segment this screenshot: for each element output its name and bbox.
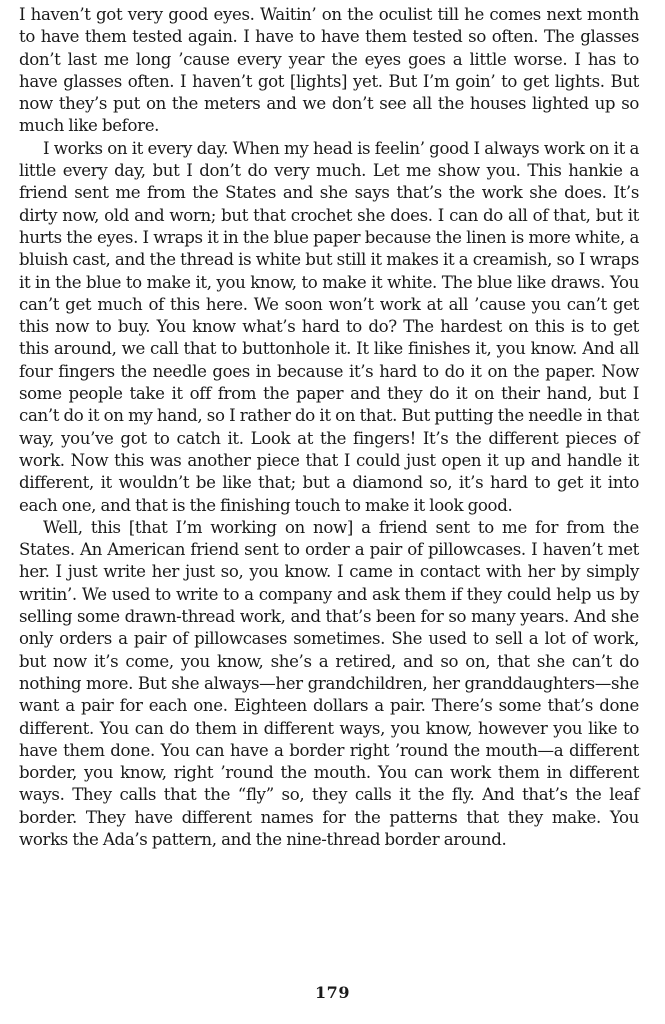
paragraph-eyes-and-lights: I haven’t got very good eyes. Waitin’ on the oculist till he comes next month to have them tested again. I have to have them tested so often. The glasses don’t last me long ’cause every year the eyes goes a little worse. I has to have glasses often. I haven’t got [lights] yet. But I’m goin’ to get lights. But now they’s put on the meters and we don’t see all the houses lighted up so much like before. <box>19 5 639 136</box>
paragraph-pillowcases: Well, this [that I’m working on now] a friend sent to me for from the States. An American friend sent to order a pair of pillowcases. I haven’t met her. I just write her just so, you know. I came in contact with her by simply writin’. We used to write to a company and ask them if they could help us by selling some drawn-thread work, and that’s been for so many years. And she only orders a pair of pillowcases sometimes. She used to sell a lot of work, but now it’s come, you know, she’s a retired, and so on, that she can’t do nothing more. But she always—her grandchildren, her granddaughters—she want a pair for each one. Eighteen dollars a pair. There’s some that’s done different. You can do them in different ways, you know, however you like to have them done. You can have a border right ’round the mouth—a different border, you know, right ’round the mouth. You can work them in different ways. They calls that the “fly” so, they calls it the fly. And that’s the leaf border. They have different names for the patterns that they make. You works the Ada’s pattern, and the nine-thread border around. <box>19 517 639 849</box>
body-text <box>19 4 639 851</box>
page-number: 179 <box>315 983 350 1002</box>
paragraph-daily-work: I works on it every day. When my head is feelin’ good I always work on it a little every day, but I don’t do very much. Let me show you. This hankie a friend sent me from the States and she says that’s the work she does. It’s dirty now, old and worn; but that crochet she does. I can do all of that, but it hurts the eyes. I wraps it in the blue paper because the linen is more white, a bluish cast, and the thread is white but still it makes it a creamish, so I wraps it in the blue to make it, you know, to make it white. The blue like draws. You can’t get much of this here. We soon won’t work at all ’cause you can’t get this now to buy. You know what’s hard to do? The hardest on this is to get this around, we call that to buttonhole it. It like finishes it, you know. And all four fingers the needle goes in because it’s hard to do it on the paper. Now some people take it off from the paper and they do it on their hand, but I can’t do it on my hand, so I rather do it on that. But putting the needle in that way, you’ve got to catch it. Look at the fingers! It’s the different pieces of work. Now this was another piece that I could just open it up and handle it different, it wouldn’t be like that; but a diamond so, it’s hard to get it into each one, and that is the finishing touch to make it look good. <box>19 138 639 515</box>
